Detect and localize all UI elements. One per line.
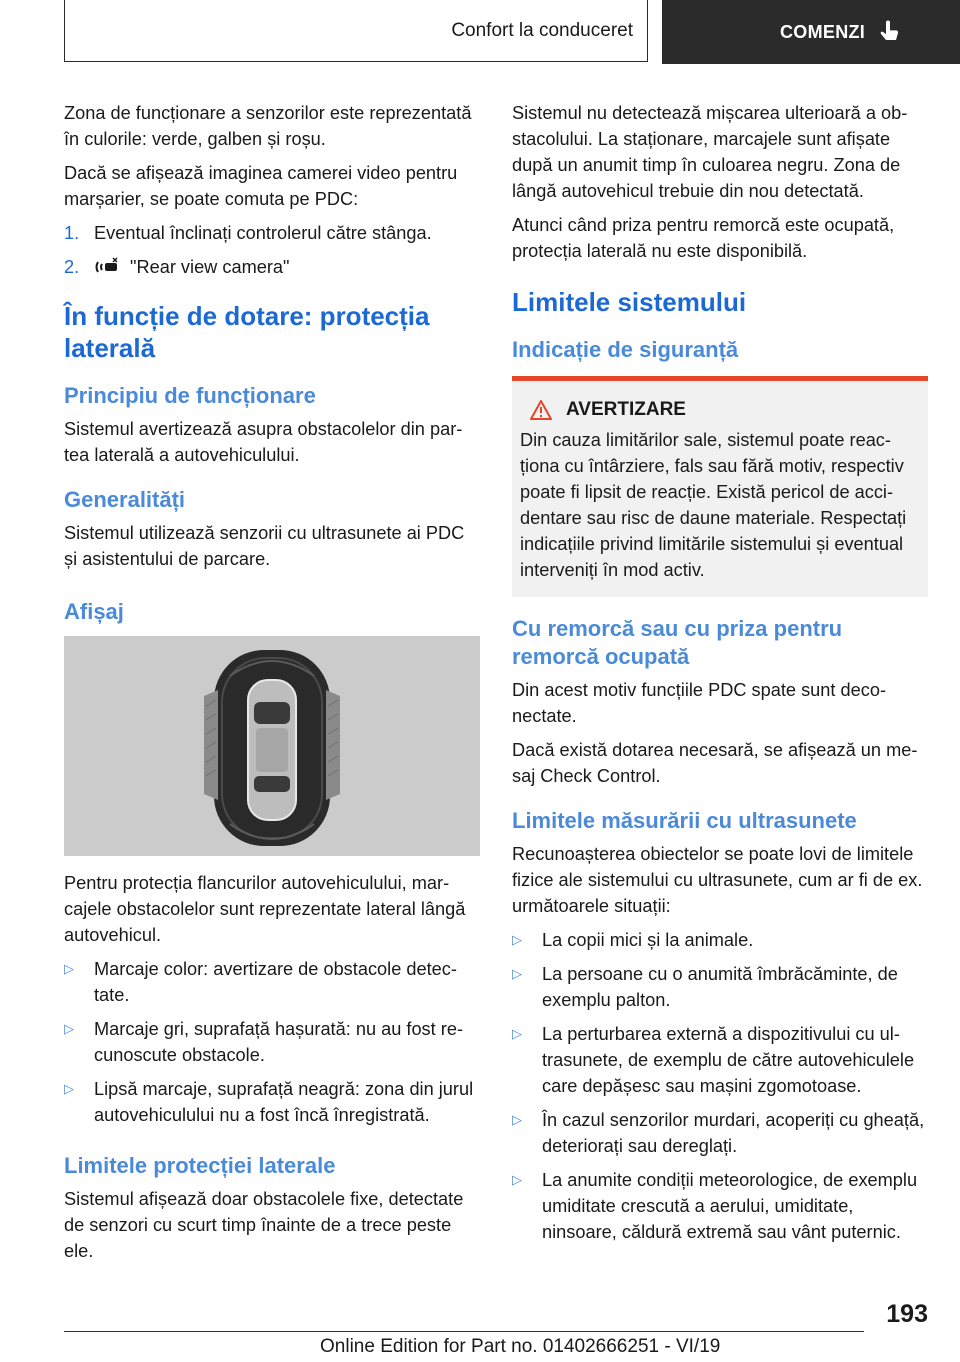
bullet-triangle-icon: ▷	[512, 1112, 522, 1127]
header-section-title: Confort la conduceret	[451, 19, 633, 41]
hand-pointer-icon	[877, 19, 903, 45]
header-chapter-tab[interactable]	[662, 0, 960, 64]
list-item	[512, 927, 928, 953]
paragraph: Sistemul utilizează senzorii cu ultrasunete ai PDC și asistentului de parcare.	[64, 523, 465, 569]
page-number: 193	[886, 1300, 928, 1328]
list-item	[64, 1076, 480, 1128]
heading-safety: Indicație de siguranță	[512, 337, 739, 362]
list-item	[512, 961, 928, 1013]
heading-side-protection: În funcție de dotare: protecția laterală	[64, 301, 430, 363]
list-item	[512, 1167, 928, 1245]
paragraph: Pentru protecția flancurilor autovehiculului, marcajele obstacolelor sunt reprezentate lateral lângă autovehicul.	[64, 873, 466, 945]
bullet-triangle-icon: ▷	[64, 1021, 74, 1036]
list-item-text: La anumite condiții meteorologice, de exemplu umiditate crescută a aerului, umiditate, ninsoare, căldură extremă sau vânt puternic.	[542, 1170, 918, 1242]
warning-triangle-icon	[530, 400, 552, 420]
list-item-text: La perturbarea externă a dispozitivului cu ultrasunete, de exemplu de către autovehiculele care depășesc sau mașini zgomotoase.	[542, 1024, 915, 1096]
step-text: "Rear view camera"	[130, 257, 290, 277]
heading-principle: Principiu de funcționare	[64, 383, 316, 408]
left-column	[64, 100, 480, 1272]
paragraph: Dacă există dotarea necesară, se afișează un mesaj Check Control.	[512, 740, 918, 786]
warning-text: Din cauza limitărilor sale, sistemul poate reacționa cu întârziere, fals sau fără motiv, respectiv poate fi lipsit de reacție. Există pericol de accidentare sau risc de daune materiale. Respectați indicațiile privind limitările sistemului și eventual interveniți în mod activ.	[520, 430, 907, 580]
paragraph: Sistemul afișează doar obstacolele fixe, detectate de senzori cu scurt timp înainte de a trece peste ele.	[64, 1189, 464, 1261]
display-markings-list	[64, 956, 480, 1128]
list-item-text: Lipsă marcaje, suprafață neagră: zona din jurul autovehiculului nu a fost încă înregistrată.	[94, 1079, 474, 1125]
bullet-triangle-icon: ▷	[512, 932, 522, 947]
bullet-triangle-icon: ▷	[64, 961, 74, 976]
right-column	[512, 100, 928, 1253]
header-chapter-title: COMENZI	[780, 21, 866, 42]
heading-display: Afișaj	[64, 599, 124, 624]
bullet-triangle-icon: ▷	[512, 966, 522, 981]
warning-title-row	[520, 399, 918, 421]
list-item	[64, 1016, 480, 1068]
ultrasound-limits-list	[512, 927, 928, 1245]
steps-list	[64, 220, 480, 280]
paragraph: Sistemul avertizează asupra obstacolelor din partea laterală a autovehiculului.	[64, 419, 463, 465]
list-item	[64, 956, 480, 1008]
step-number: 2.	[64, 257, 80, 277]
warning-title: AVERTIZARE	[566, 399, 686, 420]
step-item	[64, 254, 480, 280]
side-protection-display-figure	[64, 636, 480, 856]
bullet-triangle-icon: ▷	[512, 1026, 522, 1041]
heading-general: Generalități	[64, 487, 186, 512]
paragraph: Recunoașterea obiectelor se poate lovi de limitele fizice ale sistemului cu ultrasunete, cum ar fi de ex. următoarele situații:	[512, 844, 923, 916]
list-item	[512, 1107, 928, 1159]
paragraph: Sistemul nu detectează mișcarea ulterioară a obstacolului. La staționare, marcajele sunt afișate după un anumit timp în culoarea negru. Zona de lângă autovehicul trebuie din nou detectată.	[512, 103, 908, 201]
list-item	[512, 1021, 928, 1099]
list-item-text: La copii mici și la animale.	[542, 930, 754, 950]
list-item-text: Marcaje gri, suprafață hașurată: nu au fost recunoscute obstacole.	[94, 1019, 463, 1065]
pdc-icon	[94, 256, 122, 278]
warning-box	[512, 376, 928, 597]
footer-divider	[64, 1331, 864, 1332]
heading-system-limits: Limitele sistemului	[512, 287, 747, 317]
footer-edition: Online Edition for Part no. 01402666251 - VI/19	[320, 1336, 721, 1357]
car-sensor-diagram	[64, 636, 480, 856]
paragraph: Atunci când priza pentru remorcă este ocupată, protecția laterală nu este disponibilă.	[512, 215, 895, 261]
paragraph: Zona de funcționare a senzorilor este reprezentată în culorile: verde, galben și roșu.	[64, 103, 472, 149]
header-section-box	[64, 0, 648, 62]
list-item-text: În cazul senzorilor murdari, acoperiți cu gheață, deteriorați sau dereglați.	[542, 1110, 925, 1156]
step-text: Eventual înclinați controlerul către stânga.	[94, 223, 432, 243]
paragraph: Din acest motiv funcțiile PDC spate sunt deconectate.	[512, 680, 887, 726]
bullet-triangle-icon: ▷	[64, 1081, 74, 1096]
bullet-triangle-icon: ▷	[512, 1172, 522, 1187]
step-item	[64, 220, 480, 246]
step-number: 1.	[64, 223, 80, 243]
heading-trailer: Cu remorcă sau cu priza pentru remorcă ocupată	[512, 616, 843, 669]
heading-ultrasound-limits: Limitele măsurării cu ultrasunete	[512, 808, 857, 833]
list-item-text: La persoane cu o anumită îmbrăcăminte, de exemplu palton.	[542, 964, 898, 1010]
list-item-text: Marcaje color: avertizare de obstacole detectate.	[94, 959, 457, 1005]
paragraph: Dacă se afișează imaginea camerei video pentru marșarier, se poate comuta pe PDC:	[64, 163, 458, 209]
heading-side-limits: Limitele protecției laterale	[64, 1153, 336, 1178]
